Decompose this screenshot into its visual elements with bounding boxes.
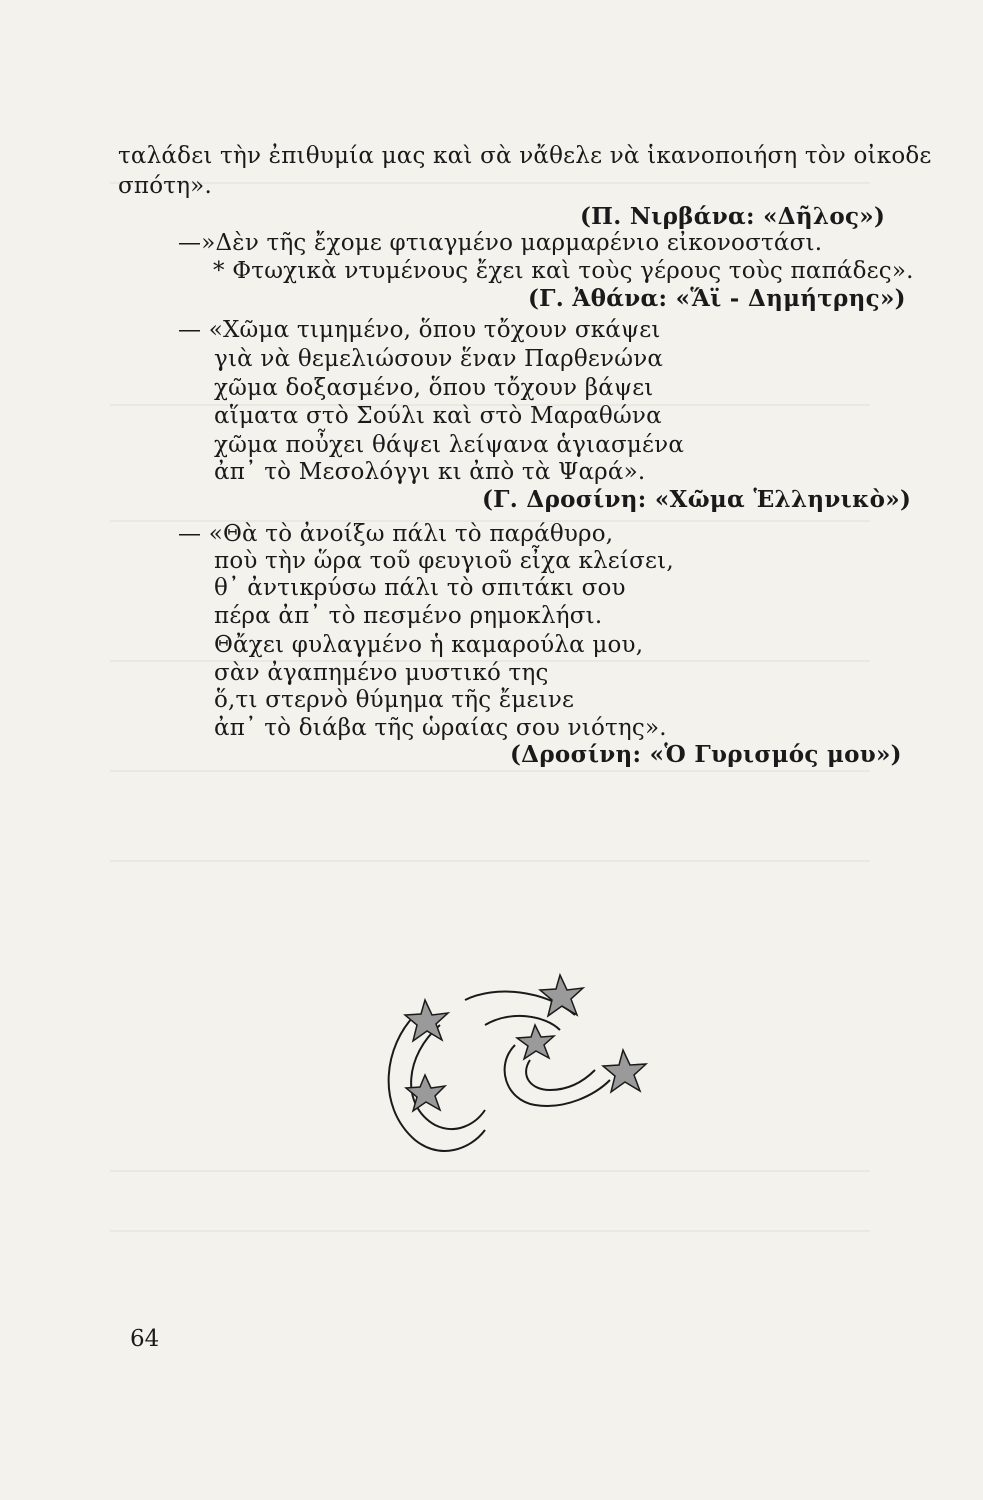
quote-line: * Φτωχικὰ ντυμένους ἔχει καὶ τοὺς γέρους τοὺς παπάδες». bbox=[213, 258, 914, 284]
page-number: 64 bbox=[130, 1326, 160, 1352]
poem-line: χῶμα ποὖχει θάψει λείψανα ἁγιασμένα bbox=[214, 432, 685, 458]
bleed-through-line bbox=[110, 1170, 870, 1172]
quote-attribution: (Π. Νιρβάνα: «Δῆλος») bbox=[580, 203, 886, 230]
bleed-through-line bbox=[110, 860, 870, 862]
poem-line: χῶμα δοξασμένο, ὅπου τὄχουν βάψει bbox=[214, 375, 654, 401]
poem-line: — «Χῶμα τιμημένο, ὅπου τὄχουν σκάψει bbox=[178, 317, 661, 343]
poem-line: ποὺ τὴν ὥρα τοῦ φευγιοῦ εἶχα κλείσει, bbox=[214, 548, 674, 574]
poem-line: ὅ,τι στερνὸ θύμημα τῆς ἔμεινε bbox=[214, 687, 575, 713]
bleed-through-line bbox=[110, 770, 870, 772]
poem-line: Θἄχει φυλαγμένο ἡ καμαρούλα μου, bbox=[214, 632, 644, 658]
poem-line: σὰν ἀγαπημένο μυστικό της bbox=[214, 660, 549, 686]
poem-line: ἀπ᾽ τὸ διάβα τῆς ὡραίας σου νιότης». bbox=[214, 715, 667, 741]
prose-line: σπότη». bbox=[118, 173, 212, 199]
bleed-through-line bbox=[110, 182, 870, 184]
bleed-through-line bbox=[110, 1230, 870, 1232]
poem-line: γιὰ νὰ θεμελιώσουν ἕναν Παρθενώνα bbox=[214, 346, 664, 372]
prose-line: ταλάδει τὴν ἐπιθυμία μας καὶ σὰ νἄθελε νὰ ἱκανοποιήση τὸν οἰκοδε bbox=[118, 143, 932, 169]
poem-line: ἀπ᾽ τὸ Μεσολόγγι κι ἀπὸ τὰ Ψαρά». bbox=[214, 459, 646, 485]
poem-line: πέρα ἀπ᾽ τὸ πεσμένο ρημοκλήσι. bbox=[214, 603, 603, 629]
poem-line: αἵματα στὸ Σούλι καὶ στὸ Μαραθώνα bbox=[214, 403, 662, 429]
quote-line: —»Δὲν τῆς ἔχομε φτιαγμένο μαρμαρένιο εἰκονοστάσι. bbox=[178, 230, 823, 256]
quote-attribution: (Δροσίνη: «Ὁ Γυρισμός μου») bbox=[510, 741, 902, 768]
poem-line: θ᾽ ἀντικρύσω πάλι τὸ σπιτάκι σου bbox=[214, 575, 626, 601]
poem-line: — «Θὰ τὸ ἀνοίξω πάλι τὸ παράθυρο, bbox=[178, 521, 614, 547]
star-ornament-icon bbox=[345, 955, 665, 1165]
quote-attribution: (Γ. Ἀθάνα: «Ἅϊ - Δημήτρης») bbox=[528, 285, 906, 312]
quote-attribution: (Γ. Δροσίνη: «Χῶμα Ἑλληνικὸ») bbox=[482, 486, 912, 513]
